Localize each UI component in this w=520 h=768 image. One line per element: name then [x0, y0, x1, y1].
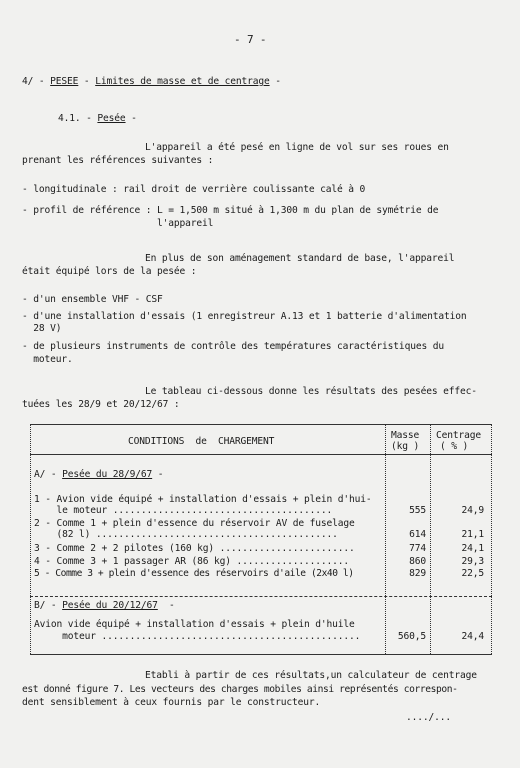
row-1-line-1: 1 - Avion vide équipé + installation d'essais + plein d'hui-: [34, 494, 372, 505]
row-2-centrage: 21,1: [461, 529, 484, 540]
ref-profile-cont: l'appareil: [22, 218, 214, 229]
subsection-title: Pesée: [97, 113, 126, 124]
section-subtitle: Limites de masse et de centrage: [95, 76, 270, 87]
table-header-border: [30, 454, 492, 455]
ref-profile: - profil de référence : L = 1,500 m situé à 1,300 m du plan de symétrie de: [22, 205, 439, 216]
table-group-divider: [30, 596, 492, 597]
table-col-divider-2: [430, 424, 431, 654]
row-b1-line-2: moteur ..............................................: [34, 631, 361, 642]
continuation-mark: ..../...: [406, 712, 452, 723]
para3-line-2: tuées les 28/9 et 20/12/67 :: [22, 399, 180, 410]
equipment-item-2: - d'une installation d'essais (1 enregistreur A.13 et 1 batterie d'alimentation: [22, 311, 467, 322]
equipment-item-3: - de plusieurs instruments de contrôle des températures caractéristiques du: [22, 341, 444, 352]
section-number: 4/: [22, 76, 34, 87]
table-top-border: [30, 424, 492, 425]
para1-line-1: L'appareil a été pesé en ligne de vol sur ses roues en: [145, 142, 449, 153]
para2-line-1: En plus de son aménagement standard de base, l'appareil: [145, 253, 455, 264]
row-1-centrage: 24,9: [461, 505, 484, 516]
table-bottom-border: [30, 654, 492, 655]
row-2-line-2: (82 l) ...........................................: [34, 529, 338, 540]
row-5-masse: 829: [409, 568, 426, 579]
row-4-masse: 860: [409, 556, 426, 567]
para4-line-2: est donné figure 7. Les vecteurs des charges mobiles ainsi représentés correspon-: [22, 684, 458, 695]
group-b-heading: [34, 600, 175, 611]
header-centrage: Centrage: [436, 430, 482, 441]
header-conditions: CONDITIONS de CHARGEMENT: [128, 436, 275, 447]
row-4: 4 - Comme 3 + 1 passager AR (86 kg) ....................: [34, 556, 350, 567]
row-4-centrage: 29,3: [461, 556, 484, 567]
header-masse-unit: (kg ): [391, 441, 420, 452]
equipment-item-1: - d'un ensemble VHF - CSF: [22, 294, 163, 305]
group-a-label: A/ -: [34, 469, 63, 480]
row-2-masse: 614: [409, 529, 426, 540]
row-2-line-1: 2 - Comme 1 + plein d'essence du réservoir AV de fuselage: [34, 518, 355, 529]
row-3-centrage: 24,1: [461, 543, 484, 554]
para1-line-2: prenant les références suivantes :: [22, 155, 214, 166]
section-dash: -: [33, 76, 51, 87]
section-dash-2: -: [78, 76, 96, 87]
table-left-border: [30, 424, 31, 654]
section-trail: -: [269, 76, 281, 87]
row-b1-centrage: 24,4: [461, 631, 484, 642]
subsection-dash: -: [80, 113, 98, 124]
section-heading: [22, 76, 281, 87]
group-b-trail: -: [157, 600, 175, 611]
equipment-item-2-cont: 28 V): [22, 323, 62, 334]
group-b-label: B/ -: [34, 600, 63, 611]
group-a-heading: [34, 469, 163, 480]
table-col-divider-1: [385, 424, 386, 654]
subsection-number: 4.1.: [58, 113, 81, 124]
para4-line-1: Etabli à partir de ces résultats,un calculateur de centrage: [145, 670, 477, 681]
group-a-title: Pesée du 28/9/67: [62, 469, 153, 480]
row-b1-line-1: Avion vide équipé + installation d'essais + plein d'huile: [34, 619, 355, 630]
group-b-title: Pesée du 20/12/67: [62, 600, 158, 611]
subsection-heading: [58, 113, 137, 124]
section-title: PESEE: [50, 76, 79, 87]
row-1-masse: 555: [409, 505, 426, 516]
row-5-centrage: 22,5: [461, 568, 484, 579]
para4-line-3: dent sensiblement à ceux fournis par le constructeur.: [22, 697, 321, 708]
equipment-item-3-cont: moteur.: [22, 354, 73, 365]
row-5: 5 - Comme 3 + plein d'essence des réservoirs d'aile (2x40 l): [34, 568, 354, 579]
table-right-border: [491, 424, 492, 654]
header-centrage-unit: ( % ): [440, 441, 469, 452]
row-3-masse: 774: [409, 543, 426, 554]
para2-line-2: était équipé lors de la pesée :: [22, 266, 197, 277]
header-masse: Masse: [391, 430, 420, 441]
row-b1-masse: 560,5: [397, 631, 426, 642]
row-1-line-2: le moteur .......................................: [34, 505, 333, 516]
subsection-trail: -: [125, 113, 137, 124]
group-a-trail: -: [152, 469, 164, 480]
row-3: 3 - Comme 2 + 2 pilotes (160 kg) ........................: [34, 543, 355, 554]
para3-line-1: Le tableau ci-dessous donne les résultats des pesées effec-: [145, 386, 477, 397]
page-number: - 7 -: [234, 33, 267, 46]
ref-longitudinal: - longitudinale : rail droit de verrière coulissante calé à 0: [22, 184, 366, 195]
